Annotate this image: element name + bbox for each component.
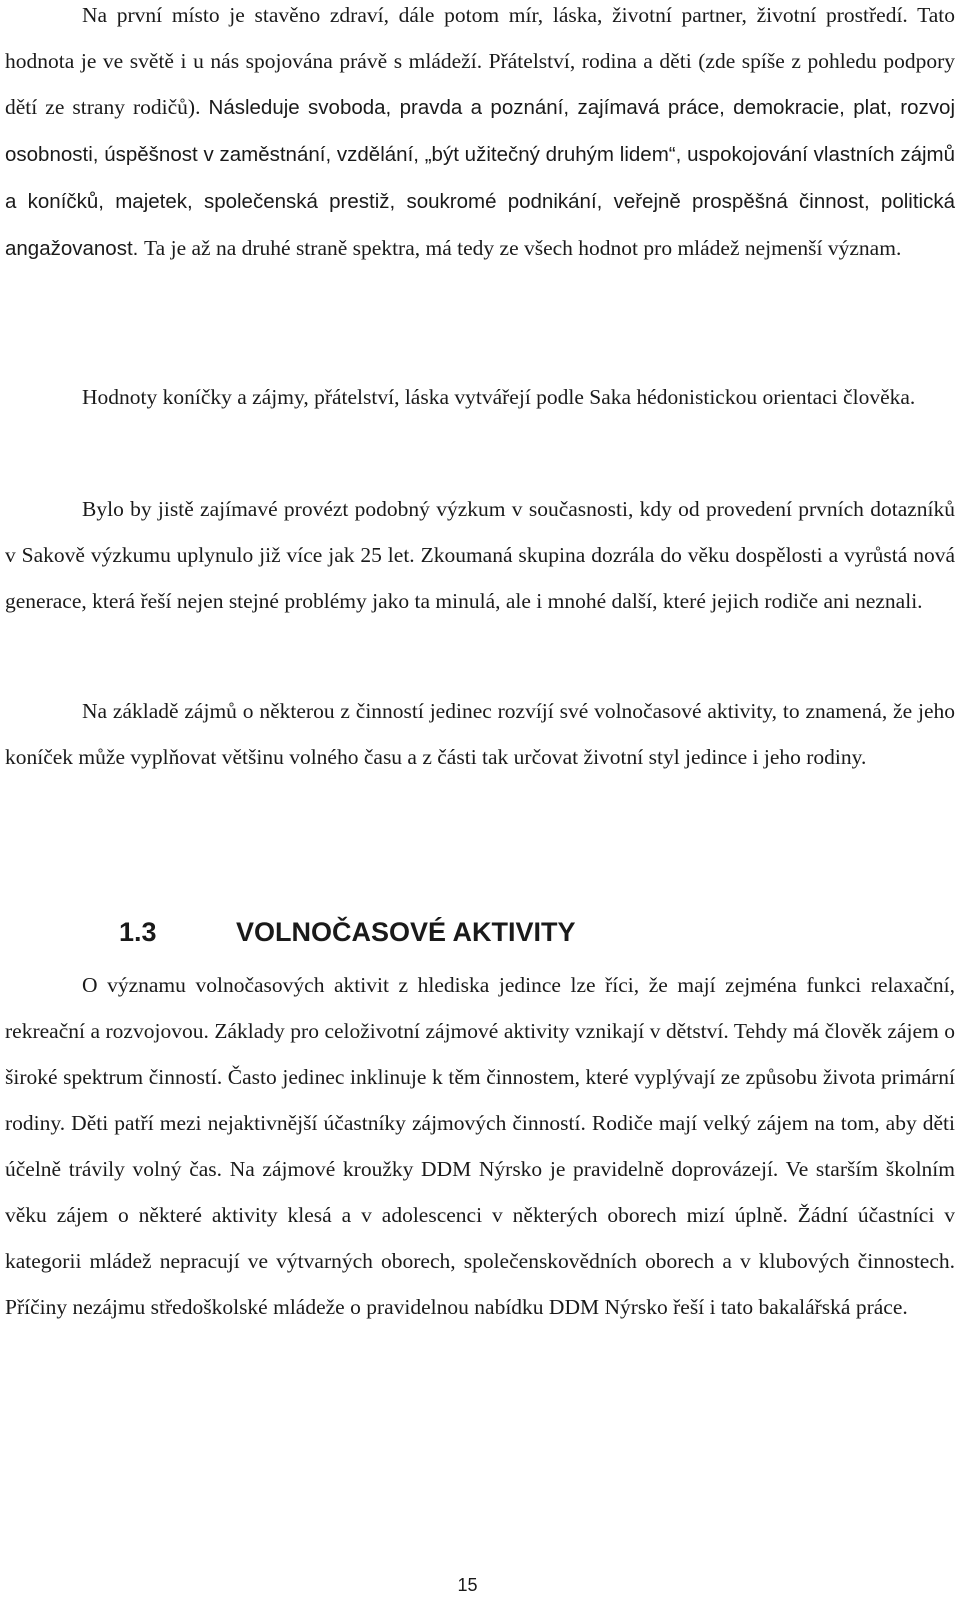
paragraph-interests-leisure: Na základě zájmů o některou z činností jedinec rozvíjí své volnočasové aktivity, to znamená, že jeho koníček může vyplňovat většinu volného času a z části tak určovat životní styl jedince i jeho rodiny. xyxy=(5,699,955,769)
paragraph-values-ranking-part-1: Na první místo je stavěno zdraví, dále potom mír, láska, životní partner, životní prostředí. Tato hodnota je ve světě i u nás spojována právě s mládeží. Přátelství, rodina a děti (zde spíše z pohledu podpory dětí ze strany rodičů). xyxy=(5,3,955,119)
paragraph-leisure-activities: O významu volnočasových aktivit z hlediska jedince lze říci, že mají zejména funkci relaxační, rekreační a rozvojovou. Základy pro celoživotní zájmové aktivity vznikají v dětství. Tehdy má člověk zájem o široké spektrum činností. Často jedinec inklinuje k těm činnostem, které vyplývají ze způsobu života primární rodiny. Děti patří mezi nejaktivnější účastníky zájmových činností. Rodiče mají velký zájem na tom, aby děti účelně trávily volný čas. Na zájmové kroužky DDM Nýrsko je pravidelně doprovázejí. Ve starším školním věku zájem o některé aktivity klesá a v adolescenci v některých oborech mizí úplně. Žádní účastníci v kategorii mládež nepracují ve výtvarných oborech, společenskovědních oborech a v klubových činnostech. Příčiny nezájmu středoškolské mládeže o pravidelnou nabídku DDM Nýrsko řeší i tato bakalářská práce. xyxy=(5,973,955,1319)
paragraph-hedonistic-orientation: Hodnoty koníčky a zájmy, přátelství, láska vytvářejí podle Saka hédonistickou orientaci člověka. xyxy=(82,385,916,409)
paragraph-values-ranking-part-3: Ta je až na druhé straně spektra, má tedy ze všech hodnot pro mládež nejmenší význam. xyxy=(144,236,902,260)
page-number: 15 xyxy=(457,1575,478,1595)
paragraph-values-ranking xyxy=(5,0,955,272)
paragraph-values-ranking-part-2: Následuje svoboda, pravda a poznání, zajímavá práce, demokracie, plat, rozvoj osobnosti, úspěšnost v zaměstnání, vzdělání, „být užitečný druhým lidem“, uspokojování vlastních zájmů a koníčků, majetek, společenská prestiž, soukromé podnikání, veřejně prospěšná činnost, politická angažovanost. xyxy=(5,96,955,260)
paragraph-research-today: Bylo by jistě zajímavé provézt podobný výzkum v současnosti, kdy od provedení prvních dotazníků v Sakově výzkumu uplynulo již více jak 25 let. Zkoumaná skupina dozrála do věku dospělosti a vyrůstá nová generace, která řeší nejen stejné problémy jako ta minulá, ale i mnohé další, které jejich rodiče ani neznali. xyxy=(5,497,955,613)
section-heading xyxy=(119,912,576,952)
section-title: VOLNOČASOVÉ AKTIVITY xyxy=(236,917,576,947)
section-number: 1.3 xyxy=(119,917,157,947)
